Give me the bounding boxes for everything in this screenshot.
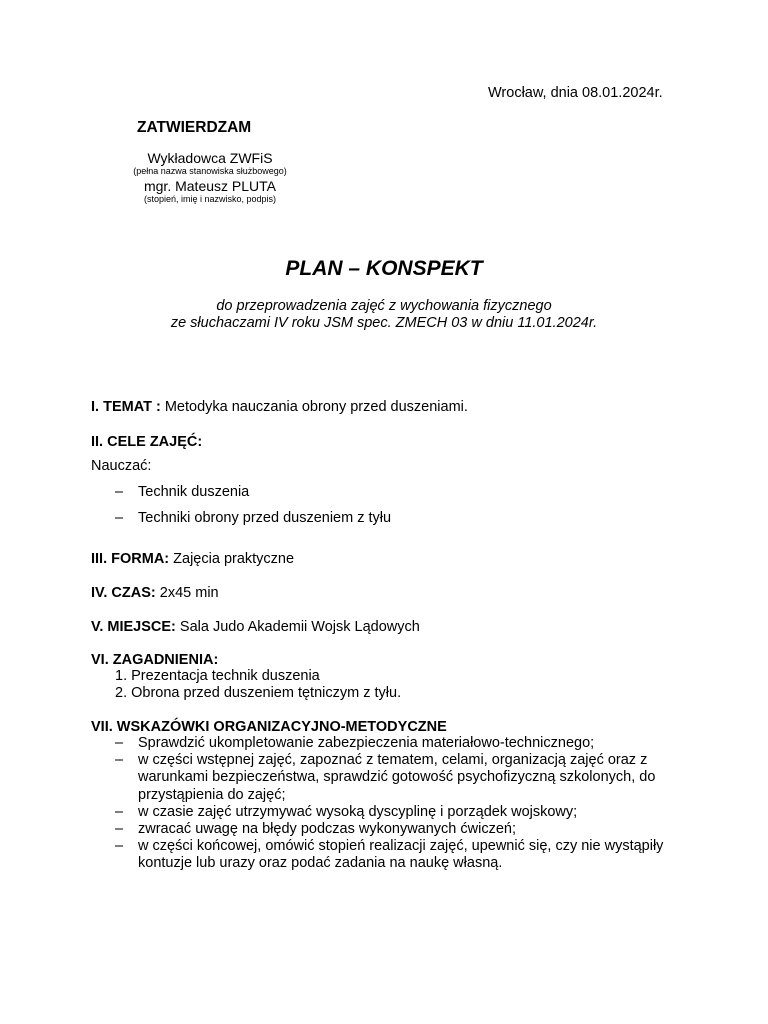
- wskazowki-item: [115, 804, 695, 821]
- zagadnienia-label: VI. ZAGADNIENIA:: [91, 652, 219, 668]
- cele-item: [115, 484, 249, 500]
- temat-value: Metodyka nauczania obrony przed duszeniami.: [160, 399, 468, 415]
- czas-value: 2x45 min: [155, 585, 219, 601]
- dash-marker: –: [115, 821, 124, 838]
- subtitle-line-1: do przeprowadzenia zajęć z wychowania fizycznego: [216, 298, 552, 314]
- subtitle-line-2: ze słuchaczami IV roku JSM spec. ZMECH 03 w dniu 11.01.2024r.: [170, 315, 598, 331]
- section-forma: [91, 551, 294, 567]
- forma-value: Zajęcia praktyczne: [169, 551, 295, 567]
- approver-position-block: [100, 150, 320, 176]
- cele-intro: Nauczać:: [91, 458, 152, 474]
- wskazowki-item-text: w części wstępnej zajęć, zapoznać z tematem, celami, organizacją zajęć oraz z warunkami bezpieczeństwa, sprawdzić gotowość psychofizyczną szkolonych, do przystąpienia do zajęć;: [138, 752, 656, 803]
- wskazowki-item: [115, 752, 695, 804]
- miejsce-value: Sala Judo Akademii Wojsk Lądowych: [175, 619, 420, 635]
- approver-person: mgr. Mateusz PLUTA: [143, 178, 276, 194]
- document-title: PLAN – KONSPEKT: [285, 257, 483, 280]
- forma-label: III. FORMA:: [91, 551, 170, 567]
- approver-person-hint: (stopień, imię i nazwisko, podpis): [143, 194, 277, 204]
- zagadnienia-item: 2. Obrona przed duszeniem tętniczym z tyłu.: [115, 685, 402, 701]
- approve-heading: ZATWIERDZAM: [137, 119, 252, 136]
- dash-marker: –: [115, 803, 124, 820]
- approver-person-block: [100, 178, 320, 204]
- wskazowki-list: [115, 735, 695, 873]
- dash-marker: –: [115, 838, 124, 855]
- section-zagadnienia: [91, 652, 218, 668]
- dash-marker: –: [115, 510, 124, 526]
- wskazowki-item-text: w części końcowej, omówić stopień realizacji zajęć, upewnić się, czy nie wystąpiły kontuzje lub urazy oraz podać zadania na naukę własną.: [138, 838, 664, 872]
- cele-item-text: Technik duszenia: [138, 484, 250, 500]
- dash-marker: –: [115, 735, 124, 751]
- document-subtitle: [0, 298, 768, 332]
- cele-item: [115, 510, 391, 526]
- section-miejsce: [91, 619, 420, 635]
- dash-marker: –: [115, 484, 124, 500]
- cele-item-text: Techniki obrony przed duszeniem z tyłu: [138, 510, 392, 526]
- section-temat: [91, 399, 468, 415]
- wskazowki-item-text: w czasie zajęć utrzymywać wysoką dyscyplinę i porządek wojskowy;: [138, 803, 578, 820]
- wskazowki-item: [115, 821, 695, 838]
- section-wskazowki: [91, 719, 447, 735]
- section-cele: [91, 434, 202, 450]
- wskazowki-item: [115, 838, 695, 872]
- czas-label: IV. CZAS:: [91, 585, 156, 601]
- section-czas: [91, 585, 219, 601]
- temat-label: I. TEMAT :: [91, 399, 161, 415]
- cele-label: II. CELE ZAJĘĆ:: [91, 434, 203, 450]
- wskazowki-item-text: zwracać uwagę na błędy podczas wykonywanych ćwiczeń;: [138, 821, 516, 838]
- zagadnienia-item: 1. Prezentacja technik duszenia: [115, 668, 320, 684]
- wskazowki-item: [115, 735, 695, 752]
- miejsce-label: V. MIEJSCE:: [91, 619, 176, 635]
- place-date: Wrocław, dnia 08.01.2024r.: [488, 85, 663, 101]
- dash-marker: –: [115, 752, 124, 769]
- wskazowki-label: VII. WSKAZÓWKI ORGANIZACYJNO-METODYCZNE: [91, 719, 447, 735]
- approver-position: Wykładowca ZWFiS: [147, 150, 273, 166]
- approver-position-hint: (pełna nazwa stanowiska służbowego): [133, 166, 287, 176]
- wskazowki-item-text: Sprawdzić ukompletowanie zabezpieczenia materiałowo-technicznego;: [138, 735, 595, 751]
